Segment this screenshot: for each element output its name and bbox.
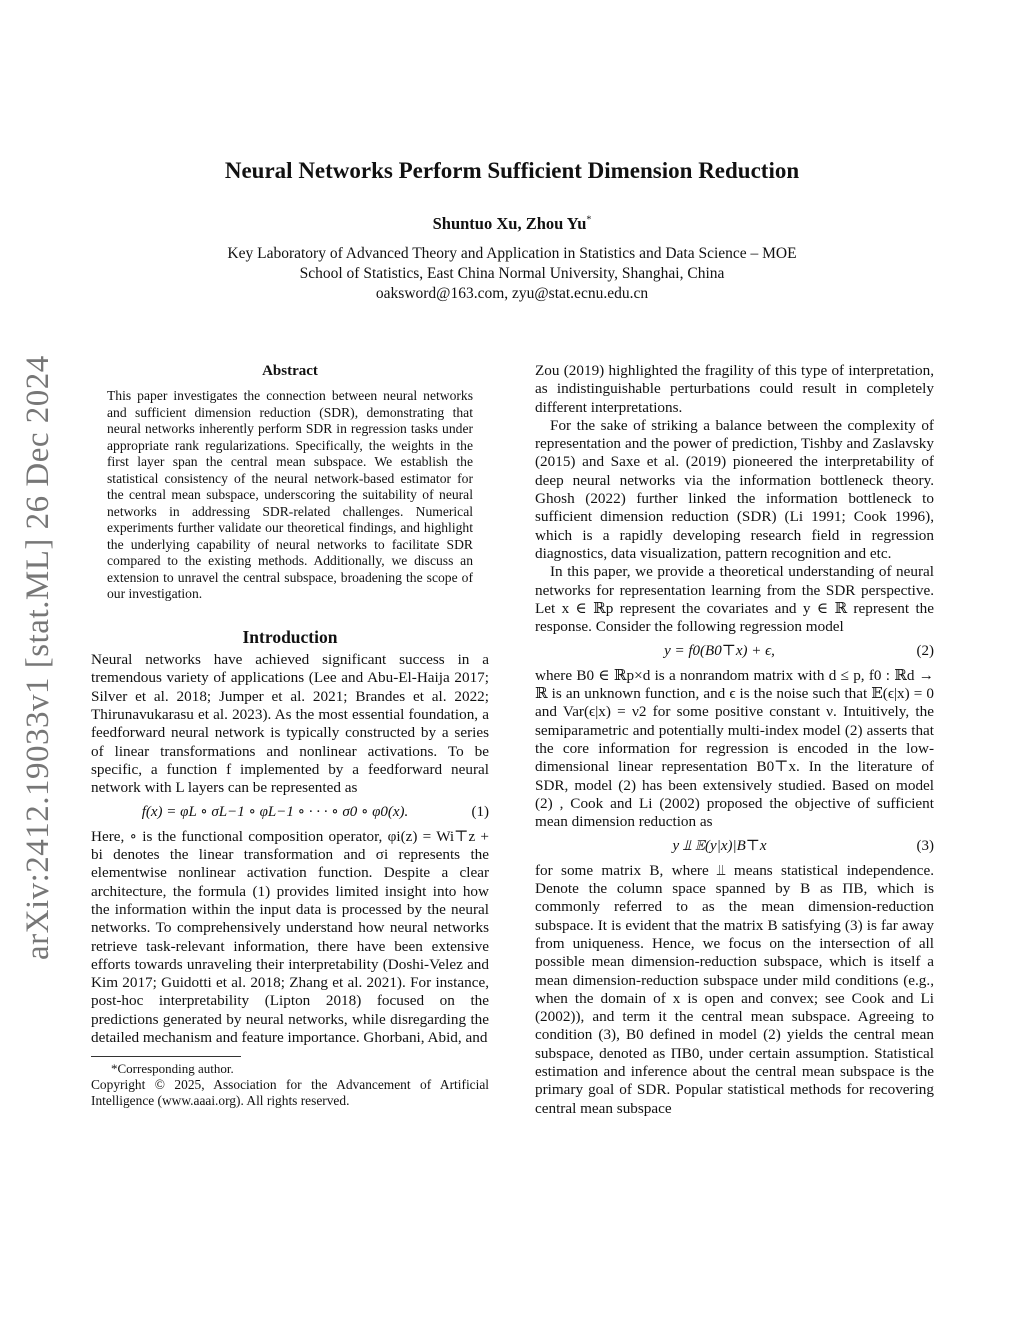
- footnote-text: *Corresponding author.: [111, 1061, 234, 1077]
- intro-paragraph: Here, ∘ is the functional composition operator, φi(z) = Wi⊤z + bi denotes the linear transformation and σi represents the elementwise nonlinear activation function. Despite a clear architecture, the formula (1) provides limited insight into how the information within the input data is processed by the neural networks. To comprehensively understand how neural networks retrieve task-relevant information, there have been extensive efforts towards unraveling their interpretability (Doshi-Velez and Kim 2017; Guidotti et al. 2018; Zhang et al. 2021). For instance, post-hoc interpretability (Lipton 2018) focused on the predictions generated by neural networks, while disregarding the detailed mechanism and feature importance. Ghorbani, Abid, and: [91, 827, 489, 1047]
- body-paragraph: where B0 ∈ ℝp×d is a nonrandom matrix with d ≤ p, f0 : ℝd → ℝ is an unknown function, and ϵ is the noise such that 𝔼(ϵ|x) = 0 and Var(ϵ|x) = ν2 for some positive constant ν. Intuitively, the semiparametric and potentially multi-index model (2) asserts that the core information for regression is encoded in the low-dimensional linear representation B0⊤x. In the literature of SDR, model (2) has been extensively studied. Based on model (2) , Cook and Li (2002) proposed the objective of sufficient mean dimension reduction as: [535, 666, 934, 831]
- author-emails: oaksword@163.com, zyu@stat.ecnu.edu.cn: [375, 285, 649, 302]
- equation-number: (1): [471, 804, 489, 821]
- affiliation-line: Key Laboratory of Advanced Theory and Application in Statistics and Data Science – MOE: [227, 245, 797, 262]
- equation-number: (3): [916, 838, 934, 855]
- left-column: [91, 362, 489, 1109]
- abstract-text: This paper investigates the connection between neural networks and sufficient dimension reduction (SDR), demonstrating that neural networks inherently perform SDR in regression tasks under appropriate rank regularizations. Specifically, the weights in the first layer span the central mean subspace. We establish the statistical consistency of the neural network-based estimator for the central mean subspace, underscoring the suitability of neural networks in addressing SDR-related challenges. Numerical experiments further validate our theoretical findings, and highlight the underlying capability of neural networks to facilitate SDR compared to the existing methods. Additionally, we discuss an extension to unravel the central subspace, broadening the scope of our investigation.: [107, 388, 473, 602]
- author-names: Shuntuo Xu, Zhou Yu: [432, 214, 587, 233]
- author-footnote-mark: *: [586, 214, 592, 226]
- right-column: [535, 362, 934, 1118]
- intro-paragraph: Neural networks have achieved significant success in a tremendous variety of applications (Lee and Abu-El-Haija 2017; Silver et al. 2018; Jumper et al. 2021; Brandes et al. 2022; Thirunavukarasu et al. 2023). As the most essential foundation, a feedforward neural network is typically constructed by a series of linear transformations and nonlinear activations. To be specific, a function f implemented by a feedforward neural network with L layers can be represented as: [91, 651, 489, 797]
- copyright-notice: Copyright © 2025, Association for the Advancement of Artificial Intelligence (www.aaai.org). All rights reserved.: [91, 1076, 489, 1108]
- footnote: [91, 1061, 489, 1077]
- equation-3: [535, 837, 934, 855]
- arxiv-identifier: arXiv:2412.19033v1 [stat.ML] 26 Dec 2024: [20, 355, 56, 960]
- equation-body: y ⫫ 𝔼(y|x)|B⊤x: [672, 838, 767, 855]
- equation-1: [91, 803, 489, 821]
- affiliation-line: School of Statistics, East China Normal University, Shanghai, China: [299, 265, 725, 282]
- footnote-divider: [91, 1056, 241, 1057]
- body-paragraph: In this paper, we provide a theoretical understanding of neural networks for representation learning from the SDR perspective. Let x ∈ ℝp represent the covariates and y ∈ ℝ represent the response. Consider the following regression model: [535, 563, 934, 636]
- body-paragraph: Zou (2019) highlighted the fragility of this type of interpretation, as indistinguishable perturbations could result in completely different interpretations.: [535, 362, 934, 416]
- body-paragraph: For the sake of striking a balance between the complexity of representation and the power of prediction, Tishby and Zaslavsky (2015) and Saxe et al. (2019) pioneered the interpretability of deep neural networks via the information bottleneck theory. Ghosh (2022) further linked the information bottleneck to sufficient dimension reduction (SDR) (Li 1991; Cook 1996), which is a rapidly developing research field in regression diagnostics, data visualization, pattern recognition and etc.: [535, 416, 934, 562]
- equation-number: (2): [916, 643, 934, 660]
- introduction-heading: Introduction: [242, 626, 338, 647]
- body-paragraph: for some matrix B, where ⫫ means statistical independence. Denote the column space spanned by B as ΠB, which is commonly referred to as the mean dimension-reduction subspace. It is evident that the matrix B satisfying (3) is far away from uniqueness. Hence, we focus on the intersection of all possible mean dimension-reduction subspace, which is itself a mean dimension-reduction subspace under mild conditions (e.g., when the domain of x is open and convex; see Cook and Li (2002)), and term it the central mean subspace. Agreeing to condition (3), B0 defined in model (2) yields the central mean subspace, denoted as ΠB0, under certain assumption. Statistical estimation and inference about the central mean subspace is the primary goal of SDR. Popular statistical methods for recovering central mean subspace: [535, 861, 934, 1117]
- abstract-heading: Abstract: [262, 363, 318, 379]
- equation-body: f(x) = φL ∘ σL−1 ∘ φL−1 ∘ · · · ∘ σ0 ∘ φ0(x).: [141, 804, 409, 821]
- author-list: [0, 214, 1024, 234]
- equation-2: [535, 642, 934, 660]
- affiliation-block: [0, 244, 1024, 304]
- equation-body: y = f0(B0⊤x) + ϵ,: [664, 643, 775, 660]
- paper-title: Neural Networks Perform Sufficient Dimension Reduction: [224, 158, 800, 183]
